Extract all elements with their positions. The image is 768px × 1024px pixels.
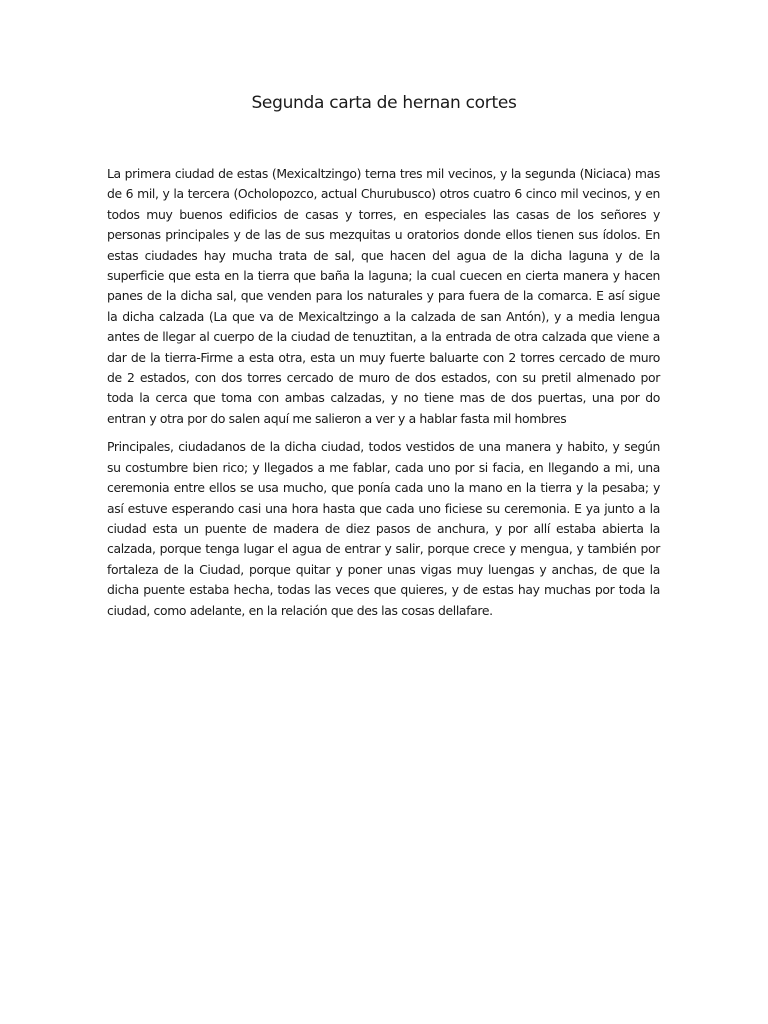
- paragraph-2: Principales, ciudadanos de la dicha ciudad, todos vestidos de una manera y habito, y según su costumbre bien rico; y llegados a me fablar, cada uno por si facia, en llegando a mi, una ceremonia entre ellos se usa mucho, que ponía cada uno la mano en la tierra y la pesaba; y así estuve esperando casi una hora hasta que cada uno ficiese su ceremonia. E ya junto a la ciudad esta un puente de madera de diez pasos de anchura, y por allí estaba abierta la calzada, porque tenga lugar el agua de entrar y salir, porque crece y mengua, y también por fortaleza de la Ciudad, porque quitar y poner unas vigas muy luengas y anchas, de que la dicha puente estaba hecha, todas las veces que quieres, y de estas hay muchas por toda la ciudad, como adelante, en la relación que des las cosas dellafare.: [107, 439, 660, 618]
- paragraph-1: La primera ciudad de estas (Mexicaltzingo) terna tres mil vecinos, y la segunda (Niciaca) mas de 6 mil, y la tercera (Ocholopozco, actual Churubusco) otros cuatro 6 cinco mil vecinos, y en todos muy buenos edificios de casas y torres, en especiales las casas de los señores y personas principales y de las de sus mezquitas u oratorios donde ellos tienen sus ídolos. En estas ciudades hay mucha trata de sal, que hacen del agua de la dicha laguna y de la superficie que esta en la tierra que baña la laguna; la cual cuecen en cierta manera y hacen panes de la dicha sal, que venden para los naturales y para fuera de la comarca. E así sigue la dicha calzada (La que va de Mexicaltzingo a la calzada de san Antón), y a media lengua antes de llegar al cuerpo de la ciudad de tenuztitan, a la entrada de otra calzada que viene a dar de la tierra-Firme a esta otra, esta un muy fuerte baluarte con 2 torres cercado de muro de 2 estados, con dos torres cercado de muro de dos estados, con su pretil almenado por toda la cerca que toma con ambas calzadas, y no tiene mas de dos puertas, una por do entran y otra por do salen aquí me salieron a ver y a hablar fasta mil hombres: [107, 166, 660, 426]
- document-body: [107, 164, 660, 629]
- document-title: Segunda carta de hernan cortes: [251, 93, 517, 113]
